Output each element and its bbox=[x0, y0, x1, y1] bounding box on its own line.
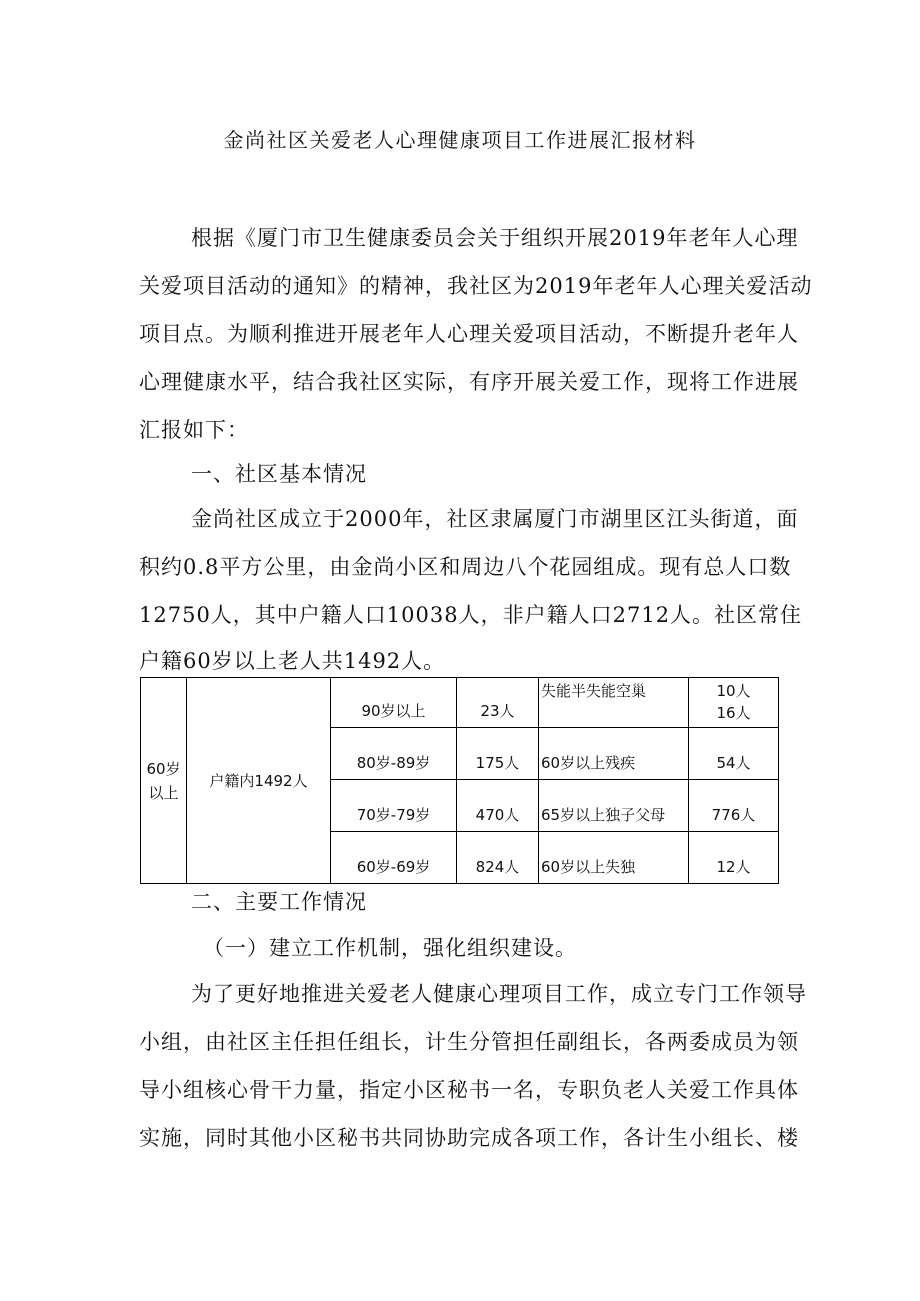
age-count-cell: 175人 bbox=[457, 728, 539, 780]
section1-heading: 一、社区基本情况 bbox=[191, 462, 367, 486]
category-value-cell: 12人 bbox=[689, 832, 779, 884]
category-value-cell: 54人 bbox=[689, 728, 779, 780]
sub1-heading: （一）建立工作机制，强化组织建设。 bbox=[203, 936, 577, 960]
age-count-cell: 470人 bbox=[457, 780, 539, 832]
age-group-label-1: 60岁 bbox=[146, 759, 181, 778]
sub1-line-1: 为了更好地推进关爱老人健康心理项目工作，成立专门工作领导 bbox=[191, 982, 807, 1006]
age-group-label-2: 以上 bbox=[148, 783, 179, 802]
category-cell: 失能半失能空巢 bbox=[539, 678, 689, 728]
category-cell: 60岁以上失独 bbox=[539, 832, 689, 884]
section2-heading: 二、主要工作情况 bbox=[191, 890, 367, 914]
category-value-cell bbox=[689, 678, 779, 728]
sub1-line-4: 实施，同时其他小区秘书共同协助完成各项工作，各计生小组长、楼 bbox=[139, 1126, 799, 1150]
section1-line-1: 金尚社区成立于2000年，社区隶属厦门市湖里区江头街道，面 bbox=[191, 507, 799, 531]
age-range-cell: 60岁-69岁 bbox=[331, 832, 457, 884]
category-value-cell: 776人 bbox=[689, 780, 779, 832]
age-group-cell bbox=[141, 678, 187, 884]
age-range-cell: 80岁-89岁 bbox=[331, 728, 457, 780]
sub1-line-2: 小组，由社区主任担任组长，计生分管担任副组长，各两委成员为领 bbox=[139, 1030, 799, 1054]
section1-line-3: 12750人，其中户籍人口10038人，非户籍人口2712人。社区常住 bbox=[139, 603, 803, 627]
category-cell: 60岁以上残疾 bbox=[539, 728, 689, 780]
elderly-statistics-table bbox=[140, 677, 779, 884]
age-count-cell: 824人 bbox=[457, 832, 539, 884]
intro-line-2: 关爱项目活动的通知》的精神，我社区为2019年老年人心理关爱活动 bbox=[139, 274, 813, 298]
document-title: 金尚社区关爱老人心理健康项目工作进展汇报材料 bbox=[223, 128, 697, 152]
category-cell: 65岁以上独子父母 bbox=[539, 780, 689, 832]
age-count-cell: 23人 bbox=[457, 678, 539, 728]
table-row bbox=[141, 678, 779, 728]
intro-line-3: 项目点。为顺利推进开展老年人心理关爱项目活动，不断提升老年人 bbox=[139, 322, 799, 346]
age-range-cell: 70岁-79岁 bbox=[331, 780, 457, 832]
intro-line-5: 汇报如下： bbox=[139, 418, 249, 442]
sub1-line-3: 导小组核心骨干力量，指定小区秘书一名，专职负老人关爱工作具体 bbox=[139, 1078, 799, 1102]
category-value-2: 16人 bbox=[716, 704, 751, 722]
section1-line-4: 户籍60岁以上老人共1492人。 bbox=[139, 649, 446, 673]
intro-line-4: 心理健康水平，结合我社区实际，有序开展关爱工作，现将工作进展 bbox=[139, 370, 799, 394]
intro-line-1: 根据《厦门市卫生健康委员会关于组织开展2019年老年人心理 bbox=[191, 226, 799, 250]
age-range-cell: 90岁以上 bbox=[331, 678, 457, 728]
section1-line-2: 积约0.8平方公里，由金尚小区和周边八个花园组成。现有总人口数 bbox=[139, 555, 792, 579]
huji-cell: 户籍内1492人 bbox=[187, 678, 331, 884]
category-value: 10人 bbox=[716, 682, 751, 700]
